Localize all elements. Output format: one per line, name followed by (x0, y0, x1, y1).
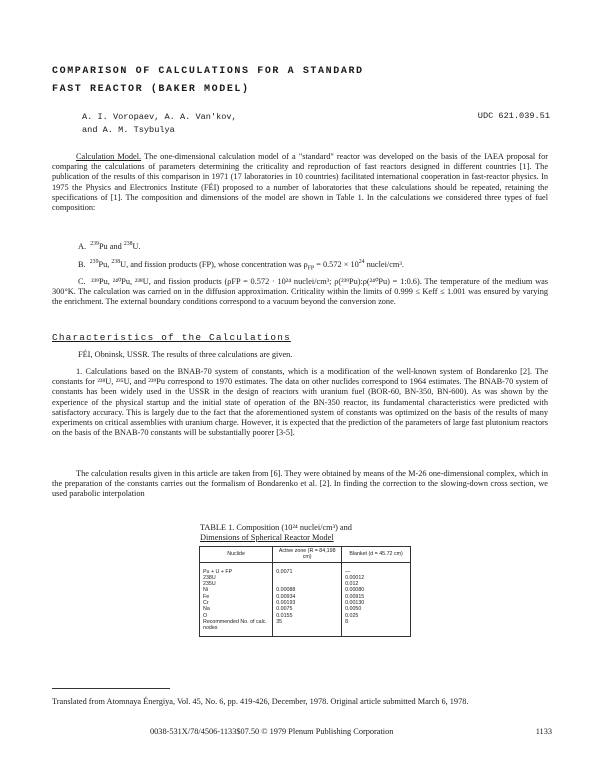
table-cell: 238U (200, 575, 273, 581)
authors-line1: A. I. Voropaev, A. A. Van'kov, (82, 112, 237, 122)
isotope-mass: 238 (123, 241, 133, 248)
isotope-mass: 239 (89, 259, 99, 266)
table-cell: Na (200, 606, 273, 612)
footnote-divider (52, 688, 170, 689)
fuel-label: A. (78, 242, 87, 251)
fuel-text: = 0.572 × 10 (314, 260, 359, 269)
table-cell: 0.0075 (273, 606, 342, 612)
table-cell: O (200, 613, 273, 619)
paragraph-text: The one-dimensional calculation model of a "standard" reactor was developed on the basis of the IAEA proposal for comparing the calculations of parameters determining the criticality and reproduction of fast reactors designed in different countries [1]. The publication of the results of this comparison in 1971 (17 laboratories in 10 countries) facilitated international cooperation in fast-reactor physics. In 1975 the Physics and Electronics Institute (FÉI) proposed to a number of laboratories that these calculations should be repeated, retaining the specifications of [1]. The composition and dimensions of the model are shown in Table 1. In the calculations we considered three types of fuel composition: (52, 152, 548, 213)
table-row (200, 562, 411, 575)
composition-table (199, 546, 411, 637)
table-cell: Fe (200, 594, 273, 600)
table-cell: 0.00088 (273, 587, 342, 593)
fuel-text: nuclei/cm³. (364, 260, 404, 269)
isotope-mass: 238 (111, 259, 121, 266)
runin-heading: Calculation Model. (76, 152, 142, 161)
fuel-text: Pu and (98, 242, 122, 251)
exponent: 24 (358, 259, 365, 266)
table-caption-line2: Dimensions of Spherical Reactor Model (200, 533, 334, 542)
table-cell: 0.00130 (342, 600, 411, 606)
isotope-mass: 239 (90, 241, 99, 248)
fuel-text: U, and fission products (FP), whose concentration was ρ (120, 260, 308, 269)
table-header-cell: Blanket (d = 45.72 cm) (342, 547, 411, 563)
table-cell: 35 (273, 619, 342, 636)
table-cell: 8 (342, 619, 411, 636)
table-caption-line1: TABLE 1. Composition (10²⁴ nuclei/cm³) and (200, 523, 352, 532)
fuel-text: U. (132, 242, 141, 251)
table-caption (200, 523, 420, 543)
fuel-composition-a (78, 242, 548, 252)
fuel-text: ²³⁹Pu, ²⁴⁰Pu, ²³⁸U, and fission products (ρFP = 0.572 · 10²⁴ nuclei/cm³; ρ(²³⁹Pu):ρ(²⁴⁰Pu) = 1:0.6). The temperature of the medium was 300°K. The calculation was carried on in the diffusion approximation. Criticality within the limits of 0.999 ≤ Keff ≤ 1.001 was ensured by varying the enrichment. The external boundary conditions correspond to a vacuum beyond the conversion zone. (52, 277, 548, 307)
table-header-row (200, 547, 411, 563)
table-cell: Pu + U + FP (200, 562, 273, 575)
table-row (200, 619, 411, 636)
table-cell: 0.00915 (342, 594, 411, 600)
table-cell: 0.00193 (273, 600, 342, 606)
page-number: 1133 (535, 727, 552, 736)
udc-code: UDC 621.039.51 (477, 111, 550, 121)
table-cell: Ni (200, 587, 273, 593)
table-header-cell: Nuclide (200, 547, 273, 563)
table-cell: 0.00934 (273, 594, 342, 600)
table-cell: 235U (200, 581, 273, 587)
table-cell: 0.00080 (342, 587, 411, 593)
table-cell: Cr (200, 600, 273, 606)
footnote: Translated from Atomnaya Énergiya, Vol. 45, No. 6, pp. 419-426, December, 1978. Original article submitted March 6, 1978. (52, 697, 469, 706)
paragraph-calculation-model (52, 152, 548, 213)
table-cell: 0.0155 (273, 613, 342, 619)
copyright-line: 0038-531X/78/4506-1133$07.50 © 1979 Plenum Publishing Corporation (150, 727, 394, 736)
table-cell: 0.0050 (342, 606, 411, 612)
paragraph-results: The calculation results given in this article are taken from [6]. They were obtained by means of the M-26 one-dimensional complex, which in the preparation of the constants carries out the formalism of Bondarenko et al. [2]. In finding the correction to the slowing-down cross section, we used parabolic interpolation (52, 469, 548, 499)
article-title-line2: FAST REACTOR (BAKER MODEL) (52, 84, 250, 95)
fuel-composition-b (78, 260, 548, 270)
section-heading: Characteristics of the Calculations (52, 332, 291, 343)
table-cell: — (342, 562, 411, 575)
table-header-cell: Active zone (R = 84,198 cm) (273, 547, 342, 563)
fuel-composition-c (52, 277, 548, 308)
fuel-label: B. (78, 260, 86, 269)
table-cell: 0.012 (342, 581, 411, 587)
article-title-line1: COMPARISON OF CALCULATIONS FOR A STANDARD (52, 66, 364, 77)
paragraph-bnab70: 1. Calculations based on the BNAB-70 system of constants, which is a modification of the well-known system of Bondarenko [2]. The constants for ²³⁸U, ²³⁵U, and ²³⁹Pu correspond to 1970 estimates. The data on other nuclides correspond to 1964 estimates. The BNAB-70 system of constants has been widely used in the USSR in the design of reactors with uranium fuel (BOR-60, BN-350, BN-600). As was shown by the experience of the physical startup and the initial state of operation of the BN-350 reactor, its fundamental characteristics were predicted with satisfactory accuracy. This is largely due to the fact that the aforementioned system of constants was optimized on the basis of the results of many experiments on critical assemblies with uranium charge. However, it is expected that the prediction of the parameters of large fast plutonium reactors on the basis of the BNAB-70 constants will be substantially poorer [3-5]. (52, 367, 548, 438)
authors-line2: and A. M. Tsybulya (82, 125, 175, 135)
fuel-label: C. (78, 277, 86, 286)
table-cell: 0.0071 (273, 562, 342, 575)
organization-line: FÉI, Obninsk, USSR. The results of three calculations are given. (78, 350, 293, 359)
authors (82, 111, 237, 137)
fuel-text: Pu, (98, 260, 110, 269)
subscript: FP (307, 265, 315, 272)
table-cell: 0.025 (342, 613, 411, 619)
table-cell: 0.00012 (342, 575, 411, 581)
table-cell: Recommended No. of calc. nodes (200, 619, 273, 636)
